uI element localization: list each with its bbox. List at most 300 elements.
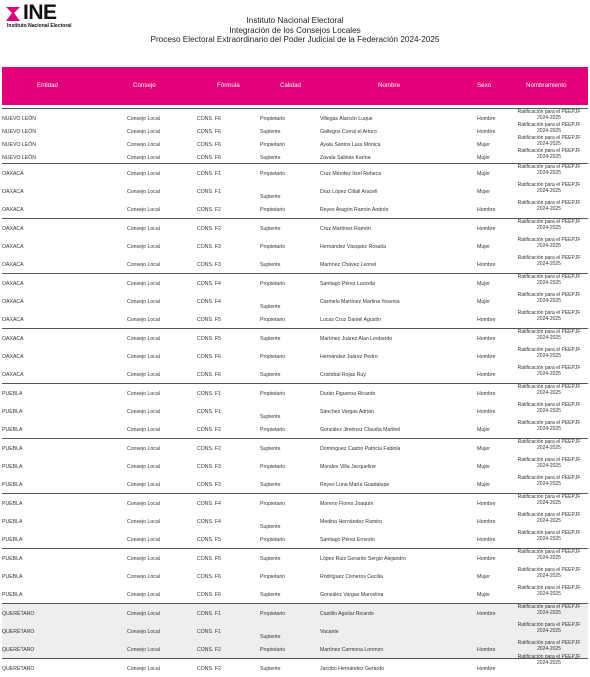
- cell-formula: CONS. F6: [197, 142, 221, 148]
- nombramiento-line-1: Ratificación para el PEEPJF: [517, 384, 581, 390]
- cell-nombre: Domínguez Castro Patricia Fabiola: [320, 446, 401, 452]
- cell-calidad: Propietario: [260, 647, 286, 653]
- cell-consejo: Consejo Local: [127, 501, 160, 507]
- cell-nombramiento: [510, 655, 588, 666]
- cell-nombre: Díaz López Citlali Araceli: [320, 189, 378, 195]
- cell-calidad: Suplente: [260, 446, 281, 452]
- cell-sexo: Hombre: [477, 317, 496, 323]
- cell-formula: CONS. F2: [197, 427, 221, 433]
- nombramiento-line-1: Ratificación para el PEEPJF: [517, 622, 581, 628]
- cell-nombramiento: [510, 385, 588, 396]
- cell-formula: CONS. F3: [197, 262, 221, 268]
- record-group: [2, 493, 588, 548]
- nombramiento-line-2: 2024-2025: [537, 444, 561, 451]
- nombramiento-line-1: Ratificación para el PEEPJF: [517, 654, 581, 660]
- cell-entidad: OAXACA: [2, 281, 24, 287]
- cell-formula: CONS. F6: [197, 354, 221, 360]
- record-group: [2, 548, 588, 603]
- document-titles: [0, 16, 590, 45]
- cell-consejo: Consejo Local: [127, 262, 160, 268]
- cell-sexo: Mujer: [477, 427, 490, 433]
- cell-nombre: Cruz Méndez Itzel Rebeca: [320, 171, 382, 177]
- cell-nombre: Martínez Juárez Alan Leobardo: [320, 336, 393, 342]
- cell-nombre: Reyes Luna María Guadalupe: [320, 482, 390, 488]
- cell-entidad: NUEVO LEÓN: [2, 155, 37, 161]
- nombramiento-line-2: 2024-2025: [537, 352, 561, 359]
- nombramiento-line-2: 2024-2025: [537, 407, 561, 414]
- record-group: [2, 163, 588, 218]
- cell-formula: CONS. F6: [197, 372, 221, 378]
- cell-calidad: Propietario: [260, 537, 286, 543]
- cell-formula: CONS. F5: [197, 537, 221, 543]
- cell-entidad: OAXACA: [2, 244, 24, 250]
- council-table: [2, 108, 588, 677]
- cell-nombre: Carmelo Martínez Martina Yesenia: [320, 299, 400, 305]
- cell-consejo: Consejo Local: [127, 244, 160, 250]
- cell-calidad: Suplente: [260, 414, 281, 420]
- nombramiento-line-1: Ratificación para el PEEPJF: [517, 549, 581, 555]
- cell-sexo: Hombre: [477, 262, 496, 268]
- cell-sexo: Hombre: [477, 519, 496, 525]
- nombramiento-line-1: Ratificación para el PEEPJF: [517, 274, 581, 280]
- cell-formula: CONS. F4: [197, 519, 221, 525]
- nombramiento-line-2: 2024-2025: [537, 242, 561, 249]
- cell-nombramiento: [510, 275, 588, 286]
- cell-consejo: Consejo Local: [127, 519, 160, 525]
- cell-nombre: Vacante: [320, 629, 339, 635]
- nombramiento-line-1: Ratificación para el PEEPJF: [517, 219, 581, 225]
- cell-nombramiento: [510, 256, 588, 267]
- cell-entidad: OAXACA: [2, 226, 24, 232]
- record-group: [2, 328, 588, 383]
- cell-calidad: Propietario: [260, 354, 286, 360]
- nombramiento-line-2: 2024-2025: [537, 153, 561, 160]
- cell-sexo: Hombre: [477, 537, 496, 543]
- cell-consejo: Consejo Local: [127, 226, 160, 232]
- cell-formula: CONS. F4: [197, 281, 221, 287]
- cell-entidad: OAXACA: [2, 299, 24, 305]
- cell-nombre: Medina Hernández Ramiro: [320, 519, 382, 525]
- cell-calidad: Suplente: [260, 194, 281, 200]
- cell-sexo: Hombre: [477, 116, 496, 122]
- nombramiento-line-1: Ratificación para el PEEPJF: [517, 585, 581, 591]
- nombramiento-line-2: 2024-2025: [537, 114, 561, 121]
- cell-entidad: QUERÉTARO: [2, 611, 35, 617]
- cell-sexo: Mujer: [477, 244, 490, 250]
- cell-consejo: Consejo Local: [127, 464, 160, 470]
- cell-sexo: Hombre: [477, 391, 496, 397]
- cell-consejo: Consejo Local: [127, 299, 160, 305]
- nombramiento-line-1: Ratificación para el PEEPJF: [517, 164, 581, 170]
- cell-nombre: Santiago Pérez Lucinda: [320, 281, 376, 287]
- cell-nombramiento: [510, 495, 588, 506]
- cell-entidad: OAXACA: [2, 354, 24, 360]
- cell-nombramiento: [510, 641, 588, 652]
- cell-calidad: Suplente: [260, 129, 281, 135]
- cell-entidad: PUEBLA: [2, 556, 23, 562]
- cell-consejo: Consejo Local: [127, 537, 160, 543]
- cell-formula: CONS. F5: [197, 336, 221, 342]
- cell-entidad: NUEVO LEÓN: [2, 129, 37, 135]
- nombramiento-line-2: 2024-2025: [537, 224, 561, 231]
- cell-nombramiento: [510, 220, 588, 231]
- cell-sexo: Hombre: [477, 409, 496, 415]
- cell-nombre: González Vargas Marcelina: [320, 592, 384, 598]
- nombramiento-line-1: Ratificación para el PEEPJF: [517, 604, 581, 610]
- cell-formula: CONS. F2: [197, 207, 221, 213]
- cell-nombre: López Ruiz Gerardo Sergio Alejandro: [320, 556, 406, 562]
- nombramiento-line-2: 2024-2025: [537, 627, 561, 634]
- nombramiento-line-1: Ratificación para el PEEPJF: [517, 182, 581, 188]
- record-group: [2, 603, 588, 658]
- cell-formula: CONS. F3: [197, 244, 221, 250]
- cell-sexo: Mujer: [477, 482, 490, 488]
- nombramiento-line-1: Ratificación para el PEEPJF: [517, 109, 581, 115]
- nombramiento-line-1: Ratificación para el PEEPJF: [517, 512, 581, 518]
- cell-calidad: Suplente: [260, 634, 281, 640]
- cell-nombre: Villegas Alarcón Luque: [320, 116, 373, 122]
- cell-nombramiento: [510, 605, 588, 616]
- nombramiento-line-1: Ratificación para el PEEPJF: [517, 122, 581, 128]
- cell-sexo: Hombre: [477, 647, 496, 653]
- cell-calidad: Suplente: [260, 155, 281, 161]
- nombramiento-line-1: Ratificación para el PEEPJF: [517, 292, 581, 298]
- cell-sexo: Hombre: [477, 556, 496, 562]
- cell-formula: CONS. F2: [197, 446, 221, 452]
- cell-consejo: Consejo Local: [127, 207, 160, 213]
- nombramiento-line-2: 2024-2025: [537, 517, 561, 524]
- cell-nombramiento: [510, 568, 588, 579]
- cell-nombramiento: [510, 149, 588, 160]
- cell-entidad: PUEBLA: [2, 446, 23, 452]
- cell-calidad: Suplente: [260, 262, 281, 268]
- nombramiento-line-1: Ratificación para el PEEPJF: [517, 148, 581, 154]
- cell-entidad: PUEBLA: [2, 482, 23, 488]
- cell-entidad: QUERÉTARO: [2, 629, 35, 635]
- cell-calidad: Propietario: [260, 207, 286, 213]
- cell-consejo: Consejo Local: [127, 409, 160, 415]
- cell-nombre: Rodríguez Cisneros Cecilia: [320, 574, 383, 580]
- nombramiento-line-1: Ratificación para el PEEPJF: [517, 135, 581, 141]
- nombramiento-line-2: 2024-2025: [537, 659, 561, 666]
- cell-sexo: Mujer: [477, 142, 490, 148]
- cell-calidad: Suplente: [260, 592, 281, 598]
- nombramiento-line-1: Ratificación para el PEEPJF: [517, 237, 581, 243]
- nombramiento-line-1: Ratificación para el PEEPJF: [517, 402, 581, 408]
- cell-consejo: Consejo Local: [127, 629, 160, 635]
- cell-entidad: OAXACA: [2, 207, 24, 213]
- nombramiento-line-2: 2024-2025: [537, 535, 561, 542]
- table-header: [2, 67, 588, 105]
- cell-calidad: Propietario: [260, 281, 286, 287]
- nombramiento-line-1: Ratificación para el PEEPJF: [517, 567, 581, 573]
- cell-calidad: Propietario: [260, 574, 286, 580]
- nombramiento-line-2: 2024-2025: [537, 480, 561, 487]
- cell-entidad: QUERÉTARO: [2, 666, 35, 672]
- title-line-1: Instituto Nacional Electoral: [246, 16, 344, 25]
- cell-consejo: Consejo Local: [127, 336, 160, 342]
- cell-sexo: Hombre: [477, 354, 496, 360]
- cell-calidad: Suplente: [260, 524, 281, 530]
- cell-consejo: Consejo Local: [127, 129, 160, 135]
- nombramiento-line-1: Ratificación para el PEEPJF: [517, 329, 581, 335]
- cell-calidad: Suplente: [260, 372, 281, 378]
- cell-sexo: Mujer: [477, 574, 490, 580]
- col-consejo: Consejo: [133, 82, 156, 89]
- nombramiento-line-2: 2024-2025: [537, 425, 561, 432]
- record-group: [2, 273, 588, 328]
- cell-nombre: Cruz Martínez Ramón: [320, 226, 371, 232]
- nombramiento-line-2: 2024-2025: [537, 554, 561, 561]
- record-group: [2, 383, 588, 438]
- cell-calidad: Suplente: [260, 482, 281, 488]
- cell-entidad: PUEBLA: [2, 592, 23, 598]
- cell-calidad: Propietario: [260, 611, 286, 617]
- cell-consejo: Consejo Local: [127, 281, 160, 287]
- cell-nombramiento: [510, 348, 588, 359]
- cell-nombre: González Jiménez Claudia Maribel: [320, 427, 401, 433]
- cell-nombre: Martínez Carmona Lorenzo: [320, 647, 384, 653]
- cell-entidad: PUEBLA: [2, 427, 23, 433]
- cell-sexo: Hombre: [477, 226, 496, 232]
- nombramiento-line-2: 2024-2025: [537, 315, 561, 322]
- cell-formula: CONS. F6: [197, 592, 221, 598]
- cell-consejo: Consejo Local: [127, 189, 160, 195]
- cell-nombre: Gallegos Corral el Arturo: [320, 129, 377, 135]
- cell-consejo: Consejo Local: [127, 574, 160, 580]
- cell-nombramiento: [510, 403, 588, 414]
- cell-formula: CONS. F1: [197, 611, 221, 617]
- cell-nombramiento: [510, 476, 588, 487]
- nombramiento-line-1: Ratificación para el PEEPJF: [517, 457, 581, 463]
- cell-consejo: Consejo Local: [127, 427, 160, 433]
- nombramiento-line-1: Ratificación para el PEEPJF: [517, 475, 581, 481]
- cell-calidad: Suplente: [260, 556, 281, 562]
- cell-calidad: Propietario: [260, 391, 286, 397]
- cell-nombramiento: [510, 311, 588, 322]
- nombramiento-line-1: Ratificación para el PEEPJF: [517, 310, 581, 316]
- cell-consejo: Consejo Local: [127, 611, 160, 617]
- cell-nombramiento: [510, 165, 588, 176]
- cell-formula: CONS. F1: [197, 391, 221, 397]
- cell-formula: CONS. F3: [197, 482, 221, 488]
- cell-formula: CONS. F5: [197, 556, 221, 562]
- cell-formula: CONS. F1: [197, 171, 221, 177]
- cell-entidad: NUEVO LEÓN: [2, 142, 37, 148]
- cell-calidad: Suplente: [260, 336, 281, 342]
- cell-calidad: Propietario: [260, 501, 286, 507]
- nombramiento-line-2: 2024-2025: [537, 462, 561, 469]
- cell-calidad: Propietario: [260, 464, 286, 470]
- cell-entidad: PUEBLA: [2, 391, 23, 397]
- cell-sexo: Hombre: [477, 666, 496, 672]
- cell-formula: CONS. F5: [197, 317, 221, 323]
- nombramiento-line-2: 2024-2025: [537, 187, 561, 194]
- cell-sexo: Hombre: [477, 129, 496, 135]
- cell-entidad: PUEBLA: [2, 464, 23, 470]
- cell-formula: CONS. F6: [197, 116, 221, 122]
- cell-consejo: Consejo Local: [127, 647, 160, 653]
- cell-consejo: Consejo Local: [127, 446, 160, 452]
- cell-consejo: Consejo Local: [127, 391, 160, 397]
- cell-sexo: Hombre: [477, 336, 496, 342]
- nombramiento-line-1: Ratificación para el PEEPJF: [517, 640, 581, 646]
- nombramiento-line-2: 2024-2025: [537, 609, 561, 616]
- logo-word: INE: [23, 1, 57, 24]
- cell-nombre: Castillo Aguilar Ricardo: [320, 611, 374, 617]
- cell-nombre: Sánchez Vargas Adrián: [320, 409, 374, 415]
- cell-sexo: Mujer: [477, 155, 490, 161]
- cell-nombramiento: [510, 330, 588, 341]
- cell-formula: CONS. F1: [197, 409, 221, 415]
- cell-consejo: Consejo Local: [127, 556, 160, 562]
- col-entidad: Entidad: [37, 82, 58, 89]
- nombramiento-line-2: 2024-2025: [537, 279, 561, 286]
- cell-consejo: Consejo Local: [127, 116, 160, 122]
- cell-sexo: Mujer: [477, 189, 490, 195]
- cell-consejo: Consejo Local: [127, 354, 160, 360]
- cell-consejo: Consejo Local: [127, 666, 160, 672]
- cell-formula: CONS. F2: [197, 666, 221, 672]
- cell-calidad: Propietario: [260, 142, 286, 148]
- cell-nombramiento: [510, 513, 588, 524]
- cell-nombramiento: [510, 550, 588, 561]
- cell-nombre: Moreno Flores Joaquín: [320, 501, 374, 507]
- cell-nombramiento: [510, 201, 588, 212]
- cell-formula: CONS. F2: [197, 647, 221, 653]
- cell-formula: CONS. F1: [197, 629, 221, 635]
- cell-nombramiento: [510, 238, 588, 249]
- cell-nombramiento: [510, 110, 588, 121]
- cell-consejo: Consejo Local: [127, 171, 160, 177]
- cell-calidad: Suplente: [260, 666, 281, 672]
- cell-sexo: Mujer: [477, 171, 490, 177]
- cell-consejo: Consejo Local: [127, 142, 160, 148]
- col-nombre: Nombre: [378, 82, 401, 89]
- record-group: [2, 218, 588, 273]
- nombramiento-line-2: 2024-2025: [537, 334, 561, 341]
- cell-calidad: Suplente: [260, 226, 281, 232]
- cell-entidad: NUEVO LEÓN: [2, 116, 37, 122]
- cell-entidad: OAXACA: [2, 336, 24, 342]
- nombramiento-line-1: Ratificación para el PEEPJF: [517, 200, 581, 206]
- cell-sexo: Mujer: [477, 446, 490, 452]
- cell-nombre: Reyes Aragón Ramón Andrés: [320, 207, 389, 213]
- cell-entidad: QUERÉTARO: [2, 647, 35, 653]
- nombramiento-line-1: Ratificación para el PEEPJF: [517, 365, 581, 371]
- cell-calidad: Propietario: [260, 427, 286, 433]
- cell-sexo: Mujer: [477, 281, 490, 287]
- cell-sexo: Hombre: [477, 611, 496, 617]
- cell-nombramiento: [510, 123, 588, 134]
- nombramiento-line-2: 2024-2025: [537, 590, 561, 597]
- cell-consejo: Consejo Local: [127, 482, 160, 488]
- nombramiento-line-1: Ratificación para el PEEPJF: [517, 494, 581, 500]
- nombramiento-line-2: 2024-2025: [537, 260, 561, 267]
- cell-calidad: Propietario: [260, 244, 286, 250]
- col-nombramiento: Nombramiento: [526, 82, 567, 89]
- cell-formula: CONS. F4: [197, 299, 221, 305]
- cell-formula: CONS. F6: [197, 574, 221, 580]
- cell-entidad: OAXACA: [2, 189, 24, 195]
- cell-sexo: Mujer: [477, 592, 490, 598]
- nombramiento-line-1: Ratificación para el PEEPJF: [517, 530, 581, 536]
- cell-formula: CONS. F6: [197, 155, 221, 161]
- nombramiento-line-2: 2024-2025: [537, 572, 561, 579]
- nombramiento-line-1: Ratificación para el PEEPJF: [517, 347, 581, 353]
- cell-nombre: Durán Figueroa Ricardo: [320, 391, 376, 397]
- col-calidad: Calidad: [280, 82, 301, 89]
- title-line-2: Integración de los Consejos Locales: [229, 25, 361, 35]
- col-sexo: Sexo: [477, 82, 492, 89]
- nombramiento-line-2: 2024-2025: [537, 499, 561, 506]
- cell-nombramiento: [510, 183, 588, 194]
- cell-calidad: Suplente: [260, 304, 281, 310]
- cell-nombramiento: [510, 623, 588, 634]
- cell-entidad: PUEBLA: [2, 501, 23, 507]
- record-group: [2, 438, 588, 493]
- cell-nombre: Santiago Pérez Ernesto: [320, 537, 375, 543]
- cell-calidad: Propietario: [260, 171, 286, 177]
- cell-nombre: Cristóbal Rojas Ruy: [320, 372, 366, 378]
- cell-calidad: Propietario: [260, 317, 286, 323]
- nombramiento-line-2: 2024-2025: [537, 169, 561, 176]
- nombramiento-line-1: Ratificación para el PEEPJF: [517, 420, 581, 426]
- cell-nombramiento: [510, 531, 588, 542]
- cell-entidad: OAXACA: [2, 171, 24, 177]
- cell-sexo: Mujer: [477, 299, 490, 305]
- nombramiento-line-2: 2024-2025: [537, 370, 561, 377]
- cell-entidad: PUEBLA: [2, 409, 23, 415]
- cell-formula: CONS. F6: [197, 129, 221, 135]
- cell-nombramiento: [510, 293, 588, 304]
- nombramiento-line-1: Ratificación para el PEEPJF: [517, 255, 581, 261]
- cell-sexo: Hombre: [477, 372, 496, 378]
- col-formula: Fórmula: [217, 82, 240, 89]
- cell-formula: CONS. F1: [197, 189, 221, 195]
- cell-nombramiento: [510, 458, 588, 469]
- cell-formula: CONS. F4: [197, 501, 221, 507]
- cell-nombre: Hernández Vásquez Rosalía: [320, 244, 387, 250]
- cell-nombre: Zavala Salinas Karina: [320, 155, 371, 161]
- cell-nombramiento: [510, 586, 588, 597]
- cell-calidad: Propietario: [260, 116, 286, 122]
- cell-sexo: Hombre: [477, 501, 496, 507]
- cell-sexo: Hombre: [477, 207, 496, 213]
- nombramiento-line-2: 2024-2025: [537, 389, 561, 396]
- cell-formula: CONS. F3: [197, 464, 221, 470]
- cell-nombre: Hernández Juárez Pedro: [320, 354, 378, 360]
- cell-entidad: OAXACA: [2, 372, 24, 378]
- cell-nombre: Martínez Chávez Leonel: [320, 262, 377, 268]
- title-line-3: Proceso Electoral Extraordinario del Poder Judicial de la Federación 2024-2025: [150, 35, 440, 45]
- cell-entidad: PUEBLA: [2, 537, 23, 543]
- cell-entidad: OAXACA: [2, 262, 24, 268]
- cell-entidad: PUEBLA: [2, 519, 23, 525]
- nombramiento-line-1: Ratificación para el PEEPJF: [517, 439, 581, 445]
- record-group: [2, 108, 588, 163]
- cell-nombre: Ayala Santos Lara Mónica: [320, 142, 381, 148]
- cell-nombre: Jacobo Hernández Gerardo: [320, 666, 385, 672]
- cell-entidad: OAXACA: [2, 317, 24, 323]
- cell-nombramiento: [510, 136, 588, 147]
- cell-nombre: Lucas Cruz Daniel Agustín: [320, 317, 382, 323]
- record-group: [2, 654, 588, 677]
- cell-nombre: Morales Villa Jacqueline: [320, 464, 376, 470]
- cell-nombramiento: [510, 440, 588, 451]
- nombramiento-line-2: 2024-2025: [537, 645, 561, 652]
- cell-consejo: Consejo Local: [127, 592, 160, 598]
